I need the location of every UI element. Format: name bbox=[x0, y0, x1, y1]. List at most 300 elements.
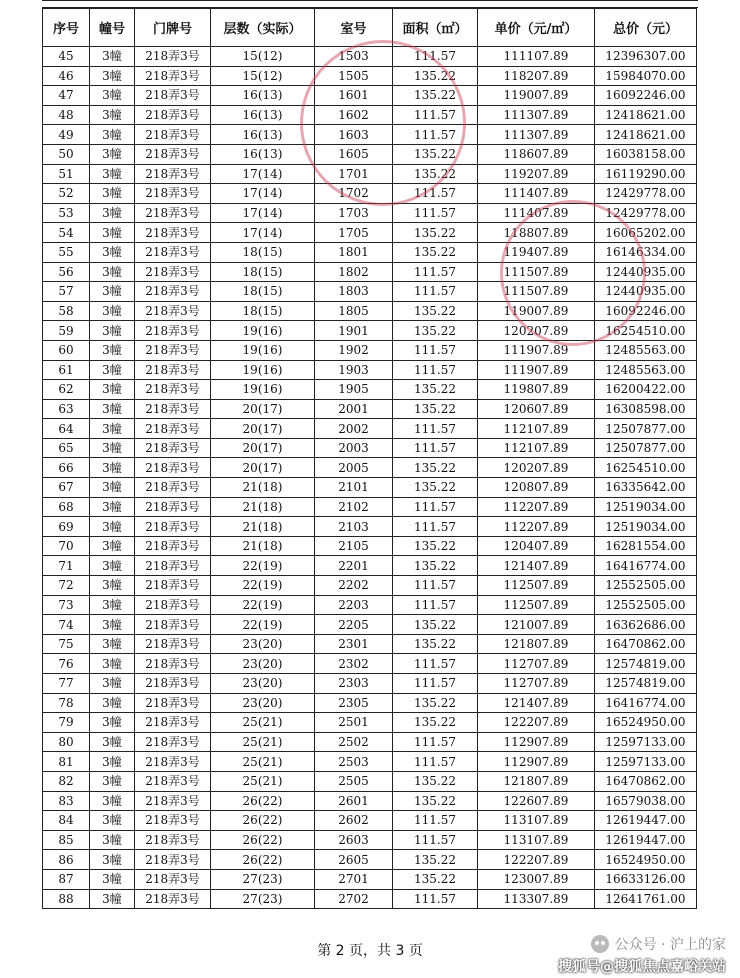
cell-floor: 21(18) bbox=[211, 497, 315, 517]
cell-index: 78 bbox=[43, 693, 90, 713]
cell-unit-price: 111407.89 bbox=[478, 184, 595, 204]
cell-room: 2105 bbox=[315, 536, 393, 556]
cell-total-price: 12619447.00 bbox=[595, 830, 697, 850]
cell-index: 79 bbox=[43, 713, 90, 733]
cell-area: 111.57 bbox=[393, 889, 478, 909]
table-row bbox=[43, 438, 697, 458]
price-table bbox=[42, 8, 697, 909]
cell-index: 72 bbox=[43, 576, 90, 596]
table-row bbox=[43, 576, 697, 596]
cell-building: 3幢 bbox=[90, 556, 135, 576]
cell-total-price: 12485563.00 bbox=[595, 340, 697, 360]
cell-room: 1503 bbox=[315, 47, 393, 67]
cell-door-number: 218弄3号 bbox=[135, 184, 211, 204]
table-row bbox=[43, 223, 697, 243]
cell-floor: 22(19) bbox=[211, 615, 315, 635]
cell-total-price: 12597133.00 bbox=[595, 752, 697, 772]
cell-door-number: 218弄3号 bbox=[135, 517, 211, 537]
cell-door-number: 218弄3号 bbox=[135, 242, 211, 262]
cell-room: 1605 bbox=[315, 144, 393, 164]
cell-area: 135.22 bbox=[393, 66, 478, 86]
cell-floor: 17(14) bbox=[211, 184, 315, 204]
cell-index: 86 bbox=[43, 850, 90, 870]
cell-unit-price: 113107.89 bbox=[478, 830, 595, 850]
table-row bbox=[43, 713, 697, 733]
cell-door-number: 218弄3号 bbox=[135, 634, 211, 654]
cell-building: 3幢 bbox=[90, 752, 135, 772]
cell-room: 1901 bbox=[315, 321, 393, 341]
cell-building: 3幢 bbox=[90, 301, 135, 321]
table-row bbox=[43, 184, 697, 204]
cell-unit-price: 119207.89 bbox=[478, 164, 595, 184]
cell-index: 49 bbox=[43, 125, 90, 145]
cell-unit-price: 112207.89 bbox=[478, 517, 595, 537]
cell-floor: 23(20) bbox=[211, 654, 315, 674]
cell-room: 2301 bbox=[315, 634, 393, 654]
cell-index: 46 bbox=[43, 66, 90, 86]
price-list-sheet bbox=[42, 8, 698, 930]
cell-total-price: 12396307.00 bbox=[595, 47, 697, 67]
cell-building: 3幢 bbox=[90, 184, 135, 204]
cell-area: 111.57 bbox=[393, 752, 478, 772]
table-row bbox=[43, 203, 697, 223]
cell-floor: 25(21) bbox=[211, 752, 315, 772]
cell-building: 3幢 bbox=[90, 262, 135, 282]
cell-floor: 23(20) bbox=[211, 693, 315, 713]
cell-room: 2701 bbox=[315, 869, 393, 889]
cell-area: 135.22 bbox=[393, 164, 478, 184]
cell-index: 83 bbox=[43, 791, 90, 811]
cell-floor: 15(12) bbox=[211, 47, 315, 67]
cell-floor: 18(15) bbox=[211, 242, 315, 262]
cell-room: 2605 bbox=[315, 850, 393, 870]
cell-door-number: 218弄3号 bbox=[135, 497, 211, 517]
sohu-watermark: 搜狐号@搜狐焦点嘉峪关站 bbox=[558, 959, 726, 975]
cell-building: 3幢 bbox=[90, 693, 135, 713]
cell-room: 2101 bbox=[315, 478, 393, 498]
cell-index: 58 bbox=[43, 301, 90, 321]
table-top-border bbox=[42, 0, 698, 8]
cell-building: 3幢 bbox=[90, 86, 135, 106]
cell-unit-price: 111407.89 bbox=[478, 203, 595, 223]
table-row bbox=[43, 419, 697, 439]
cell-index: 55 bbox=[43, 242, 90, 262]
cell-total-price: 16524950.00 bbox=[595, 850, 697, 870]
cell-unit-price: 112207.89 bbox=[478, 497, 595, 517]
cell-floor: 26(22) bbox=[211, 850, 315, 870]
cell-building: 3幢 bbox=[90, 340, 135, 360]
cell-floor: 20(17) bbox=[211, 458, 315, 478]
header-index: 序号 bbox=[43, 9, 90, 47]
cell-total-price: 16470862.00 bbox=[595, 771, 697, 791]
cell-index: 47 bbox=[43, 86, 90, 106]
cell-building: 3幢 bbox=[90, 321, 135, 341]
cell-total-price: 12519034.00 bbox=[595, 497, 697, 517]
header-floor: 层数（实际） bbox=[211, 9, 315, 47]
cell-area: 111.57 bbox=[393, 438, 478, 458]
table-row bbox=[43, 674, 697, 694]
cell-door-number: 218弄3号 bbox=[135, 419, 211, 439]
cell-area: 111.57 bbox=[393, 576, 478, 596]
cell-room: 1902 bbox=[315, 340, 393, 360]
cell-unit-price: 120207.89 bbox=[478, 321, 595, 341]
cell-floor: 26(22) bbox=[211, 791, 315, 811]
cell-building: 3幢 bbox=[90, 399, 135, 419]
cell-unit-price: 123007.89 bbox=[478, 869, 595, 889]
cell-door-number: 218弄3号 bbox=[135, 752, 211, 772]
cell-room: 2502 bbox=[315, 732, 393, 752]
cell-area: 111.57 bbox=[393, 595, 478, 615]
cell-total-price: 12485563.00 bbox=[595, 360, 697, 380]
cell-total-price: 12418621.00 bbox=[595, 105, 697, 125]
table-row bbox=[43, 301, 697, 321]
table-row bbox=[43, 615, 697, 635]
cell-total-price: 16092246.00 bbox=[595, 301, 697, 321]
cell-room: 2005 bbox=[315, 458, 393, 478]
cell-building: 3幢 bbox=[90, 615, 135, 635]
table-row bbox=[43, 536, 697, 556]
cell-floor: 19(16) bbox=[211, 380, 315, 400]
cell-building: 3幢 bbox=[90, 517, 135, 537]
cell-floor: 23(20) bbox=[211, 674, 315, 694]
cell-door-number: 218弄3号 bbox=[135, 282, 211, 302]
header-total-price: 总价（元） bbox=[595, 9, 697, 47]
cell-building: 3幢 bbox=[90, 713, 135, 733]
cell-room: 2505 bbox=[315, 771, 393, 791]
table-row bbox=[43, 47, 697, 67]
cell-total-price: 12574819.00 bbox=[595, 674, 697, 694]
table-row bbox=[43, 458, 697, 478]
cell-unit-price: 118607.89 bbox=[478, 144, 595, 164]
cell-unit-price: 119007.89 bbox=[478, 86, 595, 106]
cell-room: 2302 bbox=[315, 654, 393, 674]
cell-building: 3幢 bbox=[90, 438, 135, 458]
cell-building: 3幢 bbox=[90, 771, 135, 791]
cell-index: 80 bbox=[43, 732, 90, 752]
cell-unit-price: 112907.89 bbox=[478, 752, 595, 772]
cell-index: 63 bbox=[43, 399, 90, 419]
page-number: 第 2 页，共 3 页 bbox=[317, 943, 423, 959]
cell-area: 135.22 bbox=[393, 242, 478, 262]
cell-floor: 18(15) bbox=[211, 262, 315, 282]
cell-index: 45 bbox=[43, 47, 90, 67]
cell-door-number: 218弄3号 bbox=[135, 399, 211, 419]
cell-unit-price: 119807.89 bbox=[478, 380, 595, 400]
cell-total-price: 12641761.00 bbox=[595, 889, 697, 909]
cell-area: 135.22 bbox=[393, 321, 478, 341]
cell-area: 111.57 bbox=[393, 517, 478, 537]
cell-door-number: 218弄3号 bbox=[135, 693, 211, 713]
cell-door-number: 218弄3号 bbox=[135, 674, 211, 694]
table-row bbox=[43, 399, 697, 419]
cell-total-price: 16416774.00 bbox=[595, 693, 697, 713]
cell-area: 135.22 bbox=[393, 693, 478, 713]
cell-room: 1801 bbox=[315, 242, 393, 262]
table-row bbox=[43, 164, 697, 184]
table-row bbox=[43, 752, 697, 772]
cell-unit-price: 119007.89 bbox=[478, 301, 595, 321]
cell-door-number: 218弄3号 bbox=[135, 105, 211, 125]
cell-room: 2303 bbox=[315, 674, 393, 694]
cell-unit-price: 121007.89 bbox=[478, 615, 595, 635]
table-row bbox=[43, 654, 697, 674]
cell-door-number: 218弄3号 bbox=[135, 654, 211, 674]
cell-room: 2601 bbox=[315, 791, 393, 811]
cell-room: 2201 bbox=[315, 556, 393, 576]
cell-door-number: 218弄3号 bbox=[135, 536, 211, 556]
cell-floor: 18(15) bbox=[211, 282, 315, 302]
cell-index: 53 bbox=[43, 203, 90, 223]
cell-door-number: 218弄3号 bbox=[135, 340, 211, 360]
cell-area: 135.22 bbox=[393, 615, 478, 635]
table-row bbox=[43, 791, 697, 811]
cell-total-price: 16200422.00 bbox=[595, 380, 697, 400]
cell-total-price: 12440935.00 bbox=[595, 282, 697, 302]
cell-unit-price: 111907.89 bbox=[478, 340, 595, 360]
cell-building: 3幢 bbox=[90, 66, 135, 86]
cell-index: 87 bbox=[43, 869, 90, 889]
cell-unit-price: 111307.89 bbox=[478, 125, 595, 145]
table-row bbox=[43, 693, 697, 713]
cell-unit-price: 111907.89 bbox=[478, 360, 595, 380]
cell-room: 1701 bbox=[315, 164, 393, 184]
table-row bbox=[43, 282, 697, 302]
cell-area: 111.57 bbox=[393, 105, 478, 125]
cell-door-number: 218弄3号 bbox=[135, 595, 211, 615]
cell-room: 1905 bbox=[315, 380, 393, 400]
cell-room: 1903 bbox=[315, 360, 393, 380]
cell-building: 3幢 bbox=[90, 242, 135, 262]
cell-room: 2603 bbox=[315, 830, 393, 850]
cell-room: 1705 bbox=[315, 223, 393, 243]
table-row bbox=[43, 242, 697, 262]
cell-floor: 22(19) bbox=[211, 595, 315, 615]
cell-unit-price: 119407.89 bbox=[478, 242, 595, 262]
cell-index: 75 bbox=[43, 634, 90, 654]
cell-index: 67 bbox=[43, 478, 90, 498]
cell-total-price: 12574819.00 bbox=[595, 654, 697, 674]
cell-unit-price: 112707.89 bbox=[478, 674, 595, 694]
cell-building: 3幢 bbox=[90, 791, 135, 811]
table-row bbox=[43, 478, 697, 498]
cell-total-price: 12619447.00 bbox=[595, 811, 697, 831]
cell-total-price: 16416774.00 bbox=[595, 556, 697, 576]
table-row bbox=[43, 105, 697, 125]
cell-total-price: 12597133.00 bbox=[595, 732, 697, 752]
cell-total-price: 12429778.00 bbox=[595, 184, 697, 204]
cell-index: 88 bbox=[43, 889, 90, 909]
cell-floor: 17(14) bbox=[211, 203, 315, 223]
cell-area: 111.57 bbox=[393, 419, 478, 439]
cell-room: 2002 bbox=[315, 419, 393, 439]
cell-building: 3幢 bbox=[90, 144, 135, 164]
cell-door-number: 218弄3号 bbox=[135, 380, 211, 400]
wechat-icon bbox=[591, 935, 609, 953]
table-row bbox=[43, 811, 697, 831]
cell-area: 111.57 bbox=[393, 674, 478, 694]
cell-unit-price: 118807.89 bbox=[478, 223, 595, 243]
cell-floor: 19(16) bbox=[211, 340, 315, 360]
cell-area: 135.22 bbox=[393, 86, 478, 106]
cell-room: 2702 bbox=[315, 889, 393, 909]
cell-area: 135.22 bbox=[393, 380, 478, 400]
cell-room: 2305 bbox=[315, 693, 393, 713]
cell-area: 135.22 bbox=[393, 144, 478, 164]
cell-unit-price: 122207.89 bbox=[478, 713, 595, 733]
cell-area: 111.57 bbox=[393, 203, 478, 223]
cell-floor: 23(20) bbox=[211, 634, 315, 654]
cell-door-number: 218弄3号 bbox=[135, 86, 211, 106]
cell-floor: 15(12) bbox=[211, 66, 315, 86]
cell-floor: 16(13) bbox=[211, 105, 315, 125]
cell-area: 111.57 bbox=[393, 497, 478, 517]
wechat-watermark bbox=[591, 934, 726, 954]
cell-floor: 19(16) bbox=[211, 360, 315, 380]
cell-building: 3幢 bbox=[90, 654, 135, 674]
cell-total-price: 16146334.00 bbox=[595, 242, 697, 262]
header-door-number: 门牌号 bbox=[135, 9, 211, 47]
cell-floor: 25(21) bbox=[211, 713, 315, 733]
cell-index: 61 bbox=[43, 360, 90, 380]
cell-total-price: 16633126.00 bbox=[595, 869, 697, 889]
cell-room: 1805 bbox=[315, 301, 393, 321]
cell-area: 111.57 bbox=[393, 830, 478, 850]
cell-room: 1603 bbox=[315, 125, 393, 145]
cell-room: 2205 bbox=[315, 615, 393, 635]
cell-floor: 16(13) bbox=[211, 125, 315, 145]
cell-unit-price: 112507.89 bbox=[478, 595, 595, 615]
cell-area: 111.57 bbox=[393, 732, 478, 752]
cell-unit-price: 111307.89 bbox=[478, 105, 595, 125]
cell-building: 3幢 bbox=[90, 478, 135, 498]
cell-room: 2202 bbox=[315, 576, 393, 596]
cell-area: 135.22 bbox=[393, 556, 478, 576]
cell-door-number: 218弄3号 bbox=[135, 615, 211, 635]
cell-floor: 27(23) bbox=[211, 869, 315, 889]
cell-door-number: 218弄3号 bbox=[135, 223, 211, 243]
cell-building: 3幢 bbox=[90, 164, 135, 184]
cell-room: 2102 bbox=[315, 497, 393, 517]
cell-door-number: 218弄3号 bbox=[135, 732, 211, 752]
cell-unit-price: 111507.89 bbox=[478, 262, 595, 282]
table-row bbox=[43, 497, 697, 517]
header-building: 幢号 bbox=[90, 9, 135, 47]
table-row bbox=[43, 830, 697, 850]
cell-door-number: 218弄3号 bbox=[135, 889, 211, 909]
cell-area: 135.22 bbox=[393, 713, 478, 733]
cell-floor: 16(13) bbox=[211, 144, 315, 164]
cell-area: 135.22 bbox=[393, 301, 478, 321]
cell-total-price: 16524950.00 bbox=[595, 713, 697, 733]
cell-floor: 25(21) bbox=[211, 771, 315, 791]
cell-door-number: 218弄3号 bbox=[135, 203, 211, 223]
cell-index: 60 bbox=[43, 340, 90, 360]
cell-area: 135.22 bbox=[393, 850, 478, 870]
table-body bbox=[43, 47, 697, 909]
cell-door-number: 218弄3号 bbox=[135, 360, 211, 380]
table-row bbox=[43, 889, 697, 909]
cell-area: 111.57 bbox=[393, 654, 478, 674]
table-row bbox=[43, 125, 697, 145]
cell-index: 85 bbox=[43, 830, 90, 850]
cell-area: 111.57 bbox=[393, 282, 478, 302]
cell-area: 111.57 bbox=[393, 360, 478, 380]
cell-index: 69 bbox=[43, 517, 90, 537]
cell-total-price: 12519034.00 bbox=[595, 517, 697, 537]
cell-unit-price: 111107.89 bbox=[478, 47, 595, 67]
table-row bbox=[43, 556, 697, 576]
cell-building: 3幢 bbox=[90, 830, 135, 850]
cell-index: 68 bbox=[43, 497, 90, 517]
cell-total-price: 12418621.00 bbox=[595, 125, 697, 145]
cell-total-price: 12440935.00 bbox=[595, 262, 697, 282]
cell-unit-price: 121807.89 bbox=[478, 634, 595, 654]
cell-index: 81 bbox=[43, 752, 90, 772]
table-row bbox=[43, 262, 697, 282]
table-row bbox=[43, 869, 697, 889]
cell-index: 71 bbox=[43, 556, 90, 576]
cell-door-number: 218弄3号 bbox=[135, 125, 211, 145]
cell-total-price: 16335642.00 bbox=[595, 478, 697, 498]
cell-index: 70 bbox=[43, 536, 90, 556]
cell-floor: 21(18) bbox=[211, 536, 315, 556]
cell-area: 135.22 bbox=[393, 223, 478, 243]
cell-door-number: 218弄3号 bbox=[135, 47, 211, 67]
cell-door-number: 218弄3号 bbox=[135, 164, 211, 184]
cell-index: 84 bbox=[43, 811, 90, 831]
cell-door-number: 218弄3号 bbox=[135, 301, 211, 321]
cell-room: 1601 bbox=[315, 86, 393, 106]
cell-room: 2103 bbox=[315, 517, 393, 537]
cell-index: 51 bbox=[43, 164, 90, 184]
cell-door-number: 218弄3号 bbox=[135, 771, 211, 791]
cell-building: 3幢 bbox=[90, 595, 135, 615]
cell-total-price: 16579038.00 bbox=[595, 791, 697, 811]
cell-floor: 25(21) bbox=[211, 732, 315, 752]
cell-unit-price: 120607.89 bbox=[478, 399, 595, 419]
cell-door-number: 218弄3号 bbox=[135, 438, 211, 458]
table-row bbox=[43, 732, 697, 752]
cell-unit-price: 122607.89 bbox=[478, 791, 595, 811]
cell-door-number: 218弄3号 bbox=[135, 458, 211, 478]
table-row bbox=[43, 86, 697, 106]
cell-total-price: 16470862.00 bbox=[595, 634, 697, 654]
cell-index: 52 bbox=[43, 184, 90, 204]
cell-index: 74 bbox=[43, 615, 90, 635]
table-row bbox=[43, 380, 697, 400]
cell-unit-price: 120207.89 bbox=[478, 458, 595, 478]
cell-building: 3幢 bbox=[90, 869, 135, 889]
cell-area: 111.57 bbox=[393, 125, 478, 145]
cell-area: 135.22 bbox=[393, 536, 478, 556]
cell-unit-price: 121407.89 bbox=[478, 556, 595, 576]
cell-door-number: 218弄3号 bbox=[135, 262, 211, 282]
cell-index: 48 bbox=[43, 105, 90, 125]
table-row bbox=[43, 360, 697, 380]
cell-unit-price: 112507.89 bbox=[478, 576, 595, 596]
table-row bbox=[43, 595, 697, 615]
cell-building: 3幢 bbox=[90, 576, 135, 596]
cell-total-price: 16308598.00 bbox=[595, 399, 697, 419]
cell-building: 3幢 bbox=[90, 47, 135, 67]
cell-room: 1803 bbox=[315, 282, 393, 302]
cell-room: 2001 bbox=[315, 399, 393, 419]
cell-building: 3幢 bbox=[90, 458, 135, 478]
cell-building: 3幢 bbox=[90, 536, 135, 556]
cell-building: 3幢 bbox=[90, 634, 135, 654]
cell-door-number: 218弄3号 bbox=[135, 869, 211, 889]
cell-door-number: 218弄3号 bbox=[135, 144, 211, 164]
